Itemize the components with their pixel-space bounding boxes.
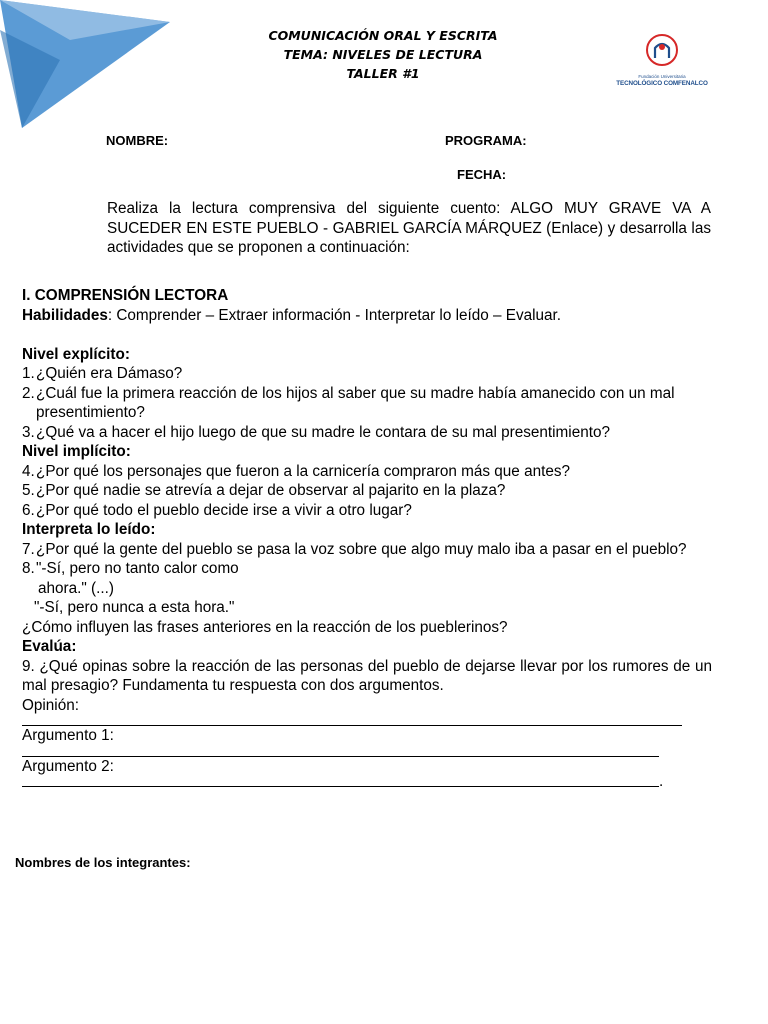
interpret-title: Interpreta lo leído: (22, 521, 156, 538)
name-field-label: NOMBRE: (106, 133, 169, 148)
argument-1-label: Argumento 1: (22, 727, 114, 744)
question-7: 7.¿Por qué la gente del pueblo se pasa la voz sobre que algo muy malo iba a pasar en el pueblo? (22, 540, 687, 558)
question-1: 1.¿Quién era Dámaso? (22, 365, 183, 382)
logo-subtitle: Fundación Universitaria (638, 74, 686, 79)
implicit-level-title: Nivel implícito: (22, 443, 131, 460)
evaluate-title: Evalúa: (22, 638, 77, 655)
question-8: 8."-Sí, pero no tanto calor como (22, 560, 239, 577)
logo-emblem-icon (644, 32, 680, 72)
question-4: 4.¿Por qué los personajes que fueron a la carnicería compraron más que antes? (22, 462, 570, 480)
workshop-title: TALLER #1 (346, 66, 420, 81)
reading-comprehension-section (22, 286, 712, 788)
final-dot: . (659, 773, 664, 790)
skills-label: Habilidades (22, 306, 108, 324)
question-6: 6.¿Por qué todo el pueblo decide irse a vivir a otro lugar? (22, 501, 412, 519)
question-8-prompt: ¿Cómo influyen las frases anteriores en la reacción de los pueblerinos? (22, 618, 508, 636)
argument-2-label: Argumento 2: (22, 757, 114, 775)
logo-name: TECNOLÓGICO COMFENALCO (616, 80, 708, 87)
corner-decoration (0, 0, 170, 130)
course-title: COMUNICACIÓN ORAL Y ESCRITA (268, 28, 498, 43)
opinion-answer-line[interactable] (22, 715, 682, 726)
argument-1-answer-line[interactable] (22, 746, 659, 757)
team-members-label: Nombres de los integrantes: (15, 855, 191, 870)
question-8-quote-2: ahora." (...) (38, 579, 114, 597)
question-5: 5.¿Por qué nadie se atrevía a dejar de observar al pajarito en la plaza? (22, 482, 506, 499)
question-8-quote-3: "-Sí, pero nunca a esta hora." (34, 599, 235, 616)
question-2: 2.¿Cuál fue la primera reacción de los hijos al saber que su madre había amanecido con un mal (22, 384, 675, 402)
institution-logo (612, 30, 712, 92)
argument-2-answer-line[interactable] (22, 776, 659, 787)
question-2-cont: presentimiento? (36, 404, 145, 421)
opinion-label: Opinión: (22, 696, 79, 714)
document-header (230, 26, 536, 83)
date-field-label: FECHA: (457, 167, 507, 182)
question-3: 3.¿Qué va a hacer el hijo luego de que su madre le contara de su mal presentimiento? (22, 423, 610, 441)
question-9: 9. ¿Qué opinas sobre la reacción de las personas del pueblo de dejarse llevar por los rumores de un mal presagio? Fundamenta tu respuesta con dos argumentos. (22, 657, 712, 694)
skills-text: : Comprender – Extraer información - Interpretar lo leído – Evaluar. (107, 306, 562, 324)
intro-paragraph: Realiza la lectura comprensiva del siguiente cuento: ALGO MUY GRAVE VA A SUCEDER EN ESTE PUEBLO - GABRIEL GARCÍA MÁRQUEZ (Enlace) y desarrolla las actividades que se proponen a continuación: (107, 200, 711, 256)
program-field-label: PROGRAMA: (445, 133, 527, 148)
skills-line (22, 306, 712, 326)
explicit-level-title: Nivel explícito: (22, 345, 130, 363)
topic-title: TEMA: NIVELES DE LECTURA (283, 47, 483, 62)
section-title: I. COMPRENSIÓN LECTORA (22, 287, 229, 304)
